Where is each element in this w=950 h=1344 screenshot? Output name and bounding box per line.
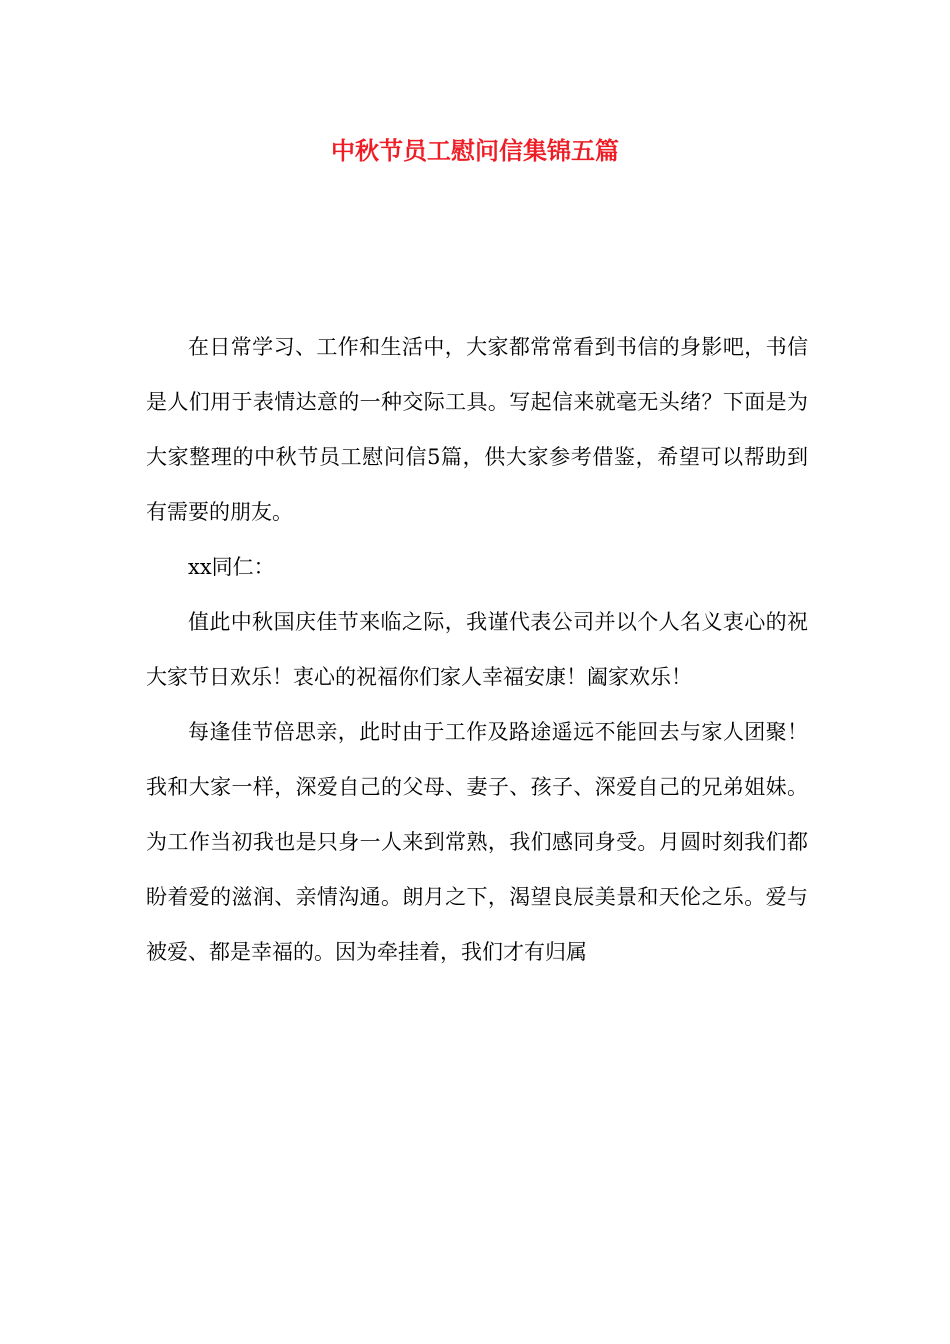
body-paragraph: 每逢佳节倍思亲，此时由于工作及路途遥远不能回去与家人团聚！我和大家一样，深爱自己的父母、妻子、孩子、深爱自己的兄弟姐妹。为工作当初我也是只身一人来到常熟，我们感同身受。月圆时刻我们都盼着爱的滋润、亲情沟通。朗月之下，渴望良辰美景和天伦之乐。爱与被爱、都是幸福的。因为牵挂着，我们才有归属 [146, 720, 808, 964]
greeting-paragraph: 值此中秋国庆佳节来临之际，我谨代表公司并以个人名义衷心的祝大家节日欢乐！衷心的祝福你们家人幸福安康！阖家欢乐！ [146, 610, 808, 689]
intro-paragraph: 在日常学习、工作和生活中，大家都常常看到书信的身影吧，书信是人们用于表情达意的一种交际工具。写起信来就毫无头绪？下面是为大家整理的中秋节员工慰问信5篇，供大家参考借鉴，希望可以帮助到有需要的朋友。 [146, 335, 808, 524]
document-body [146, 320, 808, 980]
document-title: 中秋节员工慰问信集锦五篇 [331, 136, 619, 165]
salutation-paragraph: xx同仁： [188, 555, 275, 579]
